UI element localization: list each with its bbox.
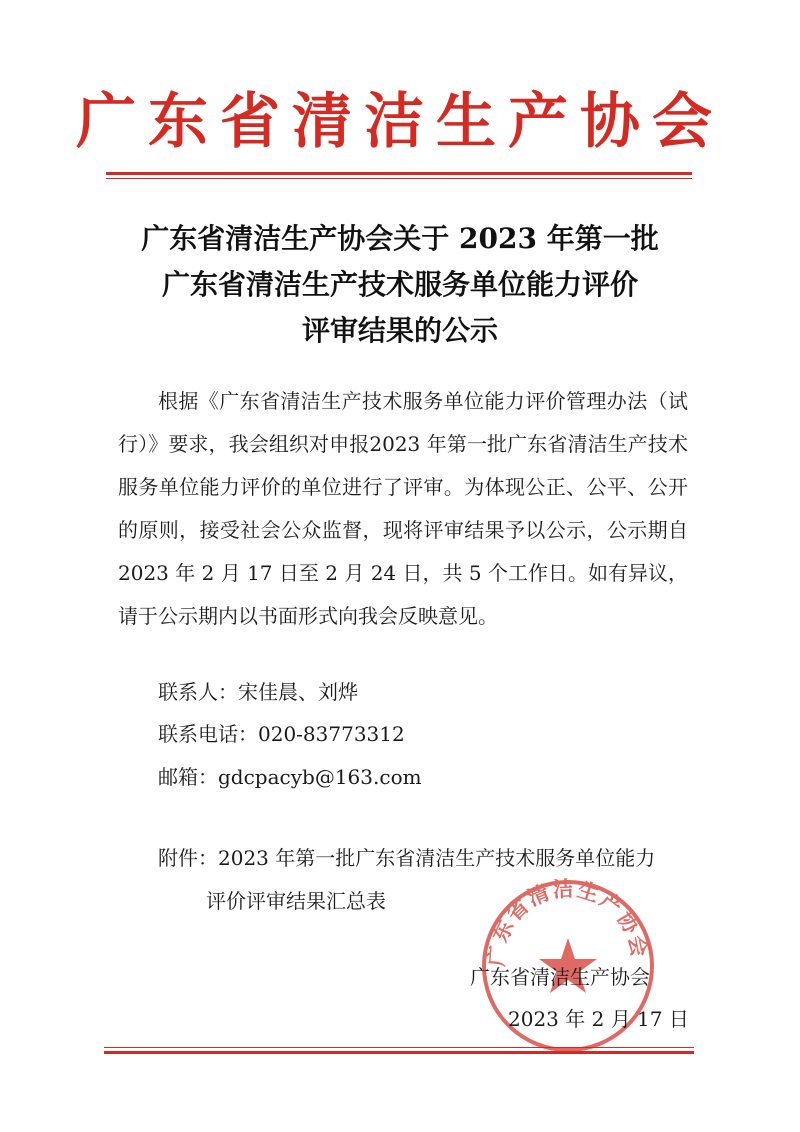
attachment-line-2: 评价评审结果汇总表 [206,889,386,913]
contact-phone [158,719,405,749]
body-text [118,380,688,638]
contact-phone-value: 020-83773312 [258,722,405,746]
document-title [110,216,690,354]
contact-person-value: 宋佳晨、刘烨 [238,680,358,704]
title-line-2: 广东省清洁生产技术服务单位能力评价 [161,268,638,301]
contact-email [158,762,422,792]
contact-email-label: 邮箱： [158,765,218,789]
title-line-3: 评审结果的公示 [301,314,498,347]
contact-phone-label: 联系电话： [158,722,258,746]
title-line-1: 广东省清洁生产协会关于 2023 年第一批 [141,222,659,255]
footer-divider-thick [104,1051,694,1054]
signature-organization: 广东省清洁生产协会 [470,965,650,989]
footer-divider-thin [104,1047,694,1048]
header-divider-thin [106,178,692,179]
contact-email-value: gdcpacyb@163.com [218,765,422,789]
header-divider-thick [106,172,692,175]
seal-text: 广东省清洁生产协会 [483,876,653,968]
attachment-line-1: 2023 年第一批广东省清洁生产技术服务单位能力 [218,846,656,870]
contact-person-label: 联系人： [158,680,238,704]
signature-date: 2023 年 2 月 17 日 [508,1007,689,1031]
body-paragraph: 根据《广东省清洁生产技术服务单位能力评价管理办法（试行）》要求，我会组织对申报2023 年第一批广东省清洁生产技术服务单位能力评价的单位进行了评审。为体现公正、公平、公开的原则，接受社会公众监督，现将评审结果予以公示，公示期自 2023 年 2 月 17 日至 2 月 24 日，共 5 个工作日。如有异议，请于公示期内以书面形式向我会反映意见。 [118,389,688,628]
contact-person [158,677,358,707]
attachment-label: 附件： [158,846,218,870]
letterhead-title: 广东省清洁生产协会 [76,87,724,157]
